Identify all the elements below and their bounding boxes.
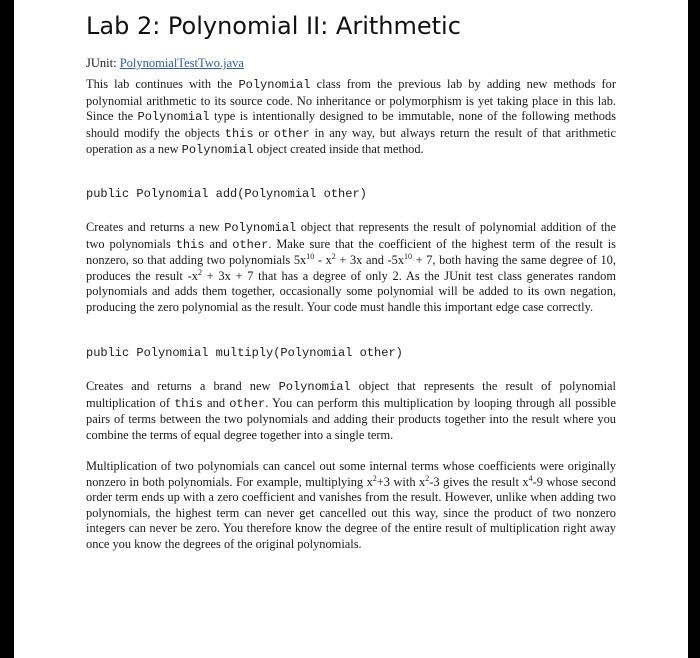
- junit-test-link[interactable]: PolynomialTestTwo.java: [119, 56, 244, 70]
- left-frame-border: [0, 0, 14, 658]
- multiply-method-signature: public Polynomial multiply(Polynomial other): [86, 346, 403, 360]
- page-title: Lab 2: Polynomial II: Arithmetic: [86, 12, 461, 40]
- cancellation-description: Multiplication of two polynomials can cancel out some internal terms whose coefficients were originally nonzero in both polynomials. For example, multiplying $x^2+3$ with $x^2-3$ gives the result $x^4-9$ whose second order term ends up with a zero coefficient and vanishes from the result. However, unlike when adding two polynomials, the highest term can never get cancelled out this way, since the product of two nonzero integers can never be zero. You therefore know the degree of the entire result of multiplication right away once you know the degrees of the original polynomials.: [86, 459, 616, 551]
- add-method-signature: public Polynomial add(Polynomial other): [86, 187, 367, 201]
- junit-line: [86, 56, 244, 71]
- document-page: [14, 0, 688, 658]
- multiply-description: Creates and returns a brand new Polynomial object that represents the result of polynomial multiplication of this and other. You can perform this multiplication by looping through all possible pairs of terms between the two polynomials and adding their products together into the result where you combine the terms of equal degree together into a single term.: [86, 379, 616, 442]
- right-frame-border: [688, 0, 700, 658]
- intro-paragraph: This lab continues with the Polynomial class from the previous lab by adding new methods for polynomial arithmetic to its source code. No inheritance or polymorphism is yet taking place in this lab. Since the Polynomial type is intentionally designed to be immutable, none of the following methods should modify the objects this or other in any way, but always return the result of that arithmetic operation as a new Polynomial object created inside that method.: [86, 77, 616, 158]
- junit-label: JUnit:: [86, 56, 120, 70]
- add-description: Creates and returns a new Polynomial object that represents the result of polynomial addition of the two polynomials this and other. Make sure that the coefficient of the highest term of the result is nonzero, so that adding two polynomials $5x^{10} - x^2 + 3x$ and $-5x^{10} + 7$, both having the same degree of 10, produces the result $-x^2 + 3x + 7$ that has a degree of only 2. As the JUnit test class generates random polynomials and adds them together, occasionally some polynomial will be added to its own negation, producing the zero polynomial as the result. Your code must handle this important edge case correctly.: [86, 220, 616, 314]
